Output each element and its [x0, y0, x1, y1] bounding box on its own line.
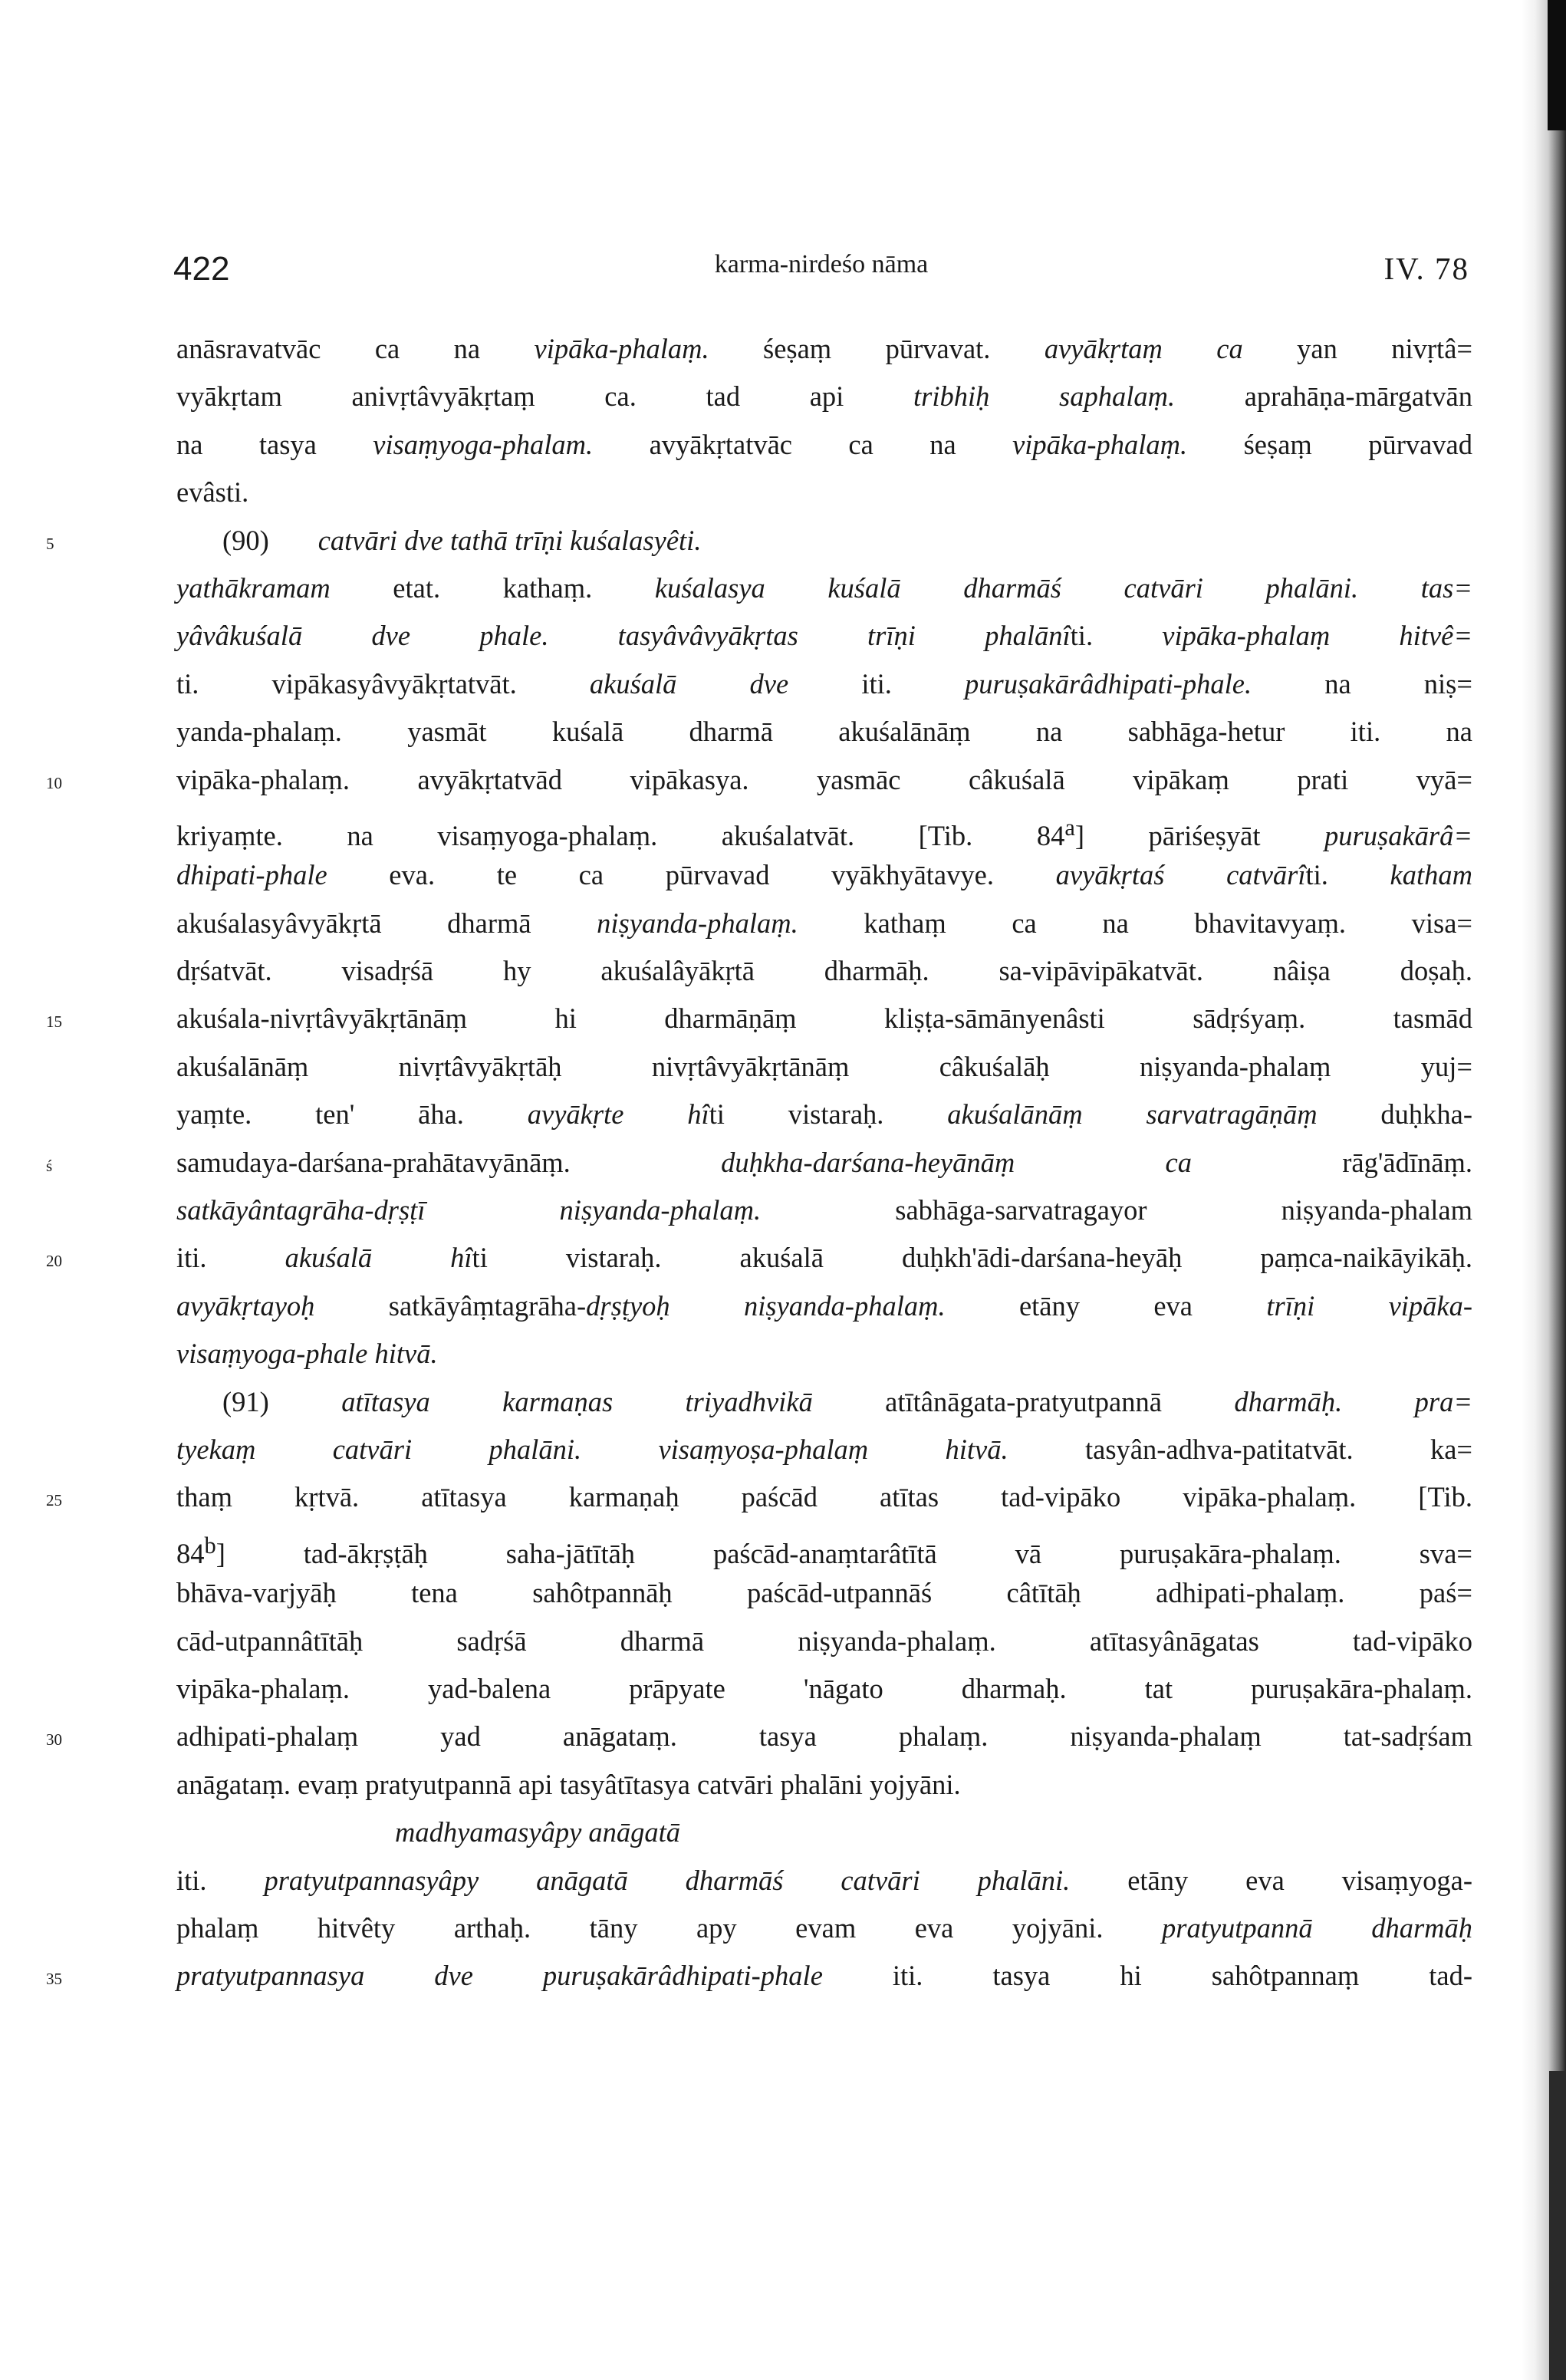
text-line: yathākramam etat. kathaṃ. kuśalasya kuśalā dharmāś catvāri phalāni. tas=	[176, 571, 1472, 604]
line-number: 10	[46, 773, 62, 792]
line-number: 5	[46, 534, 54, 553]
page-number: 422	[173, 250, 230, 288]
text-line: anāgataṃ. evaṃ pratyutpannā api tasyâtītasya catvāri phalāni yojyāni.	[176, 1768, 961, 1800]
text-line: 10 vipāka-phalaṃ. avyākṛtatvād vipākasya. yasmāc câkuśalā vipākaṃ prati vyā=	[176, 756, 1472, 804]
running-title: karma-nirdeśo nāma	[714, 250, 929, 278]
text-line: 84$^b$] tad-ākṛṣṭāḥ saha-jātītāḥ paścād-anaṃtarâtītā vā puruṣakāra-phalaṃ. sva=	[176, 1532, 1472, 1569]
text-line: evâsti.	[176, 476, 249, 509]
text-line: ti. vipākasyâvyākṛtatvāt. akuśalā dve iti. puruṣakārâdhipati-phale. na niṣ=	[176, 667, 1472, 700]
text-line: kriyaṃte. na visaṃyoga-phalaṃ. akuśalatvāt. [Tib. 84$^a$] pāriśeṣyāt puruṣakārâ=	[176, 814, 1472, 852]
line-number: 15	[46, 1012, 62, 1032]
section-reference: IV. 78	[1383, 251, 1469, 286]
text-line: satkāyântagrāha-dṛṣṭī niṣyanda-phalaṃ. sabhāga-sarvatragayor niṣyanda-phalam	[176, 1194, 1472, 1226]
page-body	[46, 325, 1473, 2000]
line-number: ś	[46, 1156, 53, 1175]
text-line: tyekaṃ catvāri phalāni. visaṃyoṣa-phalaṃ hitvā. tasyân-adhva-patitatvāt. ka=	[176, 1433, 1472, 1465]
line-number: 35	[46, 1970, 62, 1989]
text-line: dṛśatvāt. visadṛśā hy akuśalâyākṛtā dharmāḥ. sa-vipāvipākatvāt. nâiṣa doṣaḥ.	[176, 955, 1472, 987]
text-line: visaṃyoga-phale hitvā.	[176, 1338, 438, 1370]
text-line: bhāva-varjyāḥ tena sahôtpannāḥ paścād-utpannāś câtītāḥ adhipati-phalaṃ. paś=	[176, 1577, 1472, 1609]
text-line: vipāka-phalaṃ. yad-balena prāpyate 'nāgato dharmaḥ. tat puruṣakāra-phalaṃ.	[176, 1672, 1472, 1704]
page-header	[173, 236, 1469, 290]
text-line: anāsravatvāc ca na vipāka-phalaṃ. śeṣaṃ pūrvavat. avyākṛtaṃ ca yan nivṛtâ=	[176, 333, 1472, 364]
text-line: na tasya visaṃyoga-phalam. avyākṛtatvāc ca na vipāka-phalaṃ. śeṣaṃ pūrvavad	[176, 428, 1472, 460]
text-line: akuśalasyâvyākṛtā dharmā niṣyanda-phalaṃ. kathaṃ ca na bhavitavyaṃ. visa=	[176, 907, 1472, 939]
line-number: 20	[46, 1252, 62, 1271]
line-number: 25	[46, 1491, 62, 1510]
text-line: avyākṛtayoḥ satkāyâṃtagrāha-dṛṣṭyoḥ niṣyanda-phalaṃ. etāny eva trīṇi vipāka-	[176, 1289, 1473, 1322]
text-line: 15 akuśala-nivṛtâvyākṛtānāṃ hi dharmāṇāṃ kliṣṭa-sāmānyenâsti sādṛśyaṃ. tasmād	[176, 995, 1472, 1042]
text-line: yâvâkuśalā dve phale. tasyâvâvyākṛtas trīṇi phalānîti. vipāka-phalaṃ hitvê=	[176, 620, 1472, 652]
text-line: 35 pratyutpannasya dve puruṣakārâdhipati-phale iti. tasya hi sahôtpannaṃ tad-	[176, 1952, 1472, 2000]
text-line: yanda-phalaṃ. yasmāt kuśalā dharmā akuśalānāṃ na sabhāga-hetur iti. na	[176, 716, 1472, 748]
text-line: dhipati-phale eva. te ca pūrvavad vyākhyātavye. avyākṛtaś catvārîti. katham	[176, 859, 1472, 891]
text-line: ś samudaya-darśana-prahātavyānāṃ. duḥkha-darśana-heyānāṃ ca rāg'ādīnāṃ.	[176, 1139, 1472, 1187]
text-line: iti. pratyutpannasyâpy anāgatā dharmāś catvāri phalāni. etāny eva visaṃyoga-	[176, 1864, 1472, 1896]
text-line: phalaṃ hitvêty arthaḥ. tāny apy evam eva yojyāni. pratyutpannā dharmāḥ	[176, 1911, 1473, 1944]
scan-edge-shadow	[1522, 0, 1566, 2380]
text-line: akuśalānāṃ nivṛtâvyākṛtāḥ nivṛtâvyākṛtānāṃ câkuśalāḥ niṣyanda-phalaṃ yuj=	[176, 1050, 1472, 1082]
line-number: 30	[46, 1730, 62, 1750]
verse-line: (91) atītasya karmaṇas triyadhvikā atītânāgata-pratyutpannā dharmāḥ. pra=	[222, 1385, 1472, 1417]
text-line: 25 thaṃ kṛtvā. atītasya karmaṇaḥ paścād atītas tad-vipāko vipāka-phalaṃ. [Tib.	[176, 1473, 1472, 1521]
text-line: cād-utpannâtītāḥ sadṛśā dharmā niṣyanda-phalaṃ. atītasyânāgatas tad-vipāko	[176, 1625, 1472, 1657]
verse-line: 5 (90) catvāri dve tathā trīṇi kuśalasyêti.	[176, 517, 1472, 565]
text-line: 20 iti. akuśalā hîti vistaraḥ. akuśalā duḥkh'ādi-darśana-heyāḥ paṃca-naikāyikāḥ.	[176, 1234, 1472, 1282]
verse-line: madhyamasyâpy anāgatā	[395, 1816, 681, 1848]
text-line: yaṃte. ten' āha. avyākṛte hîti vistaraḥ. akuśalānāṃ sarvatragāṇāṃ duḥkha-	[176, 1098, 1472, 1131]
text-line: vyākṛtam anivṛtâvyākṛtaṃ ca. tad api tribhiḥ saphalaṃ. aprahāṇa-mārgatvān	[176, 380, 1472, 413]
text-line: 30 adhipati-phalaṃ yad anāgataṃ. tasya phalaṃ. niṣyanda-phalaṃ tat-sadṛśam	[176, 1713, 1472, 1760]
